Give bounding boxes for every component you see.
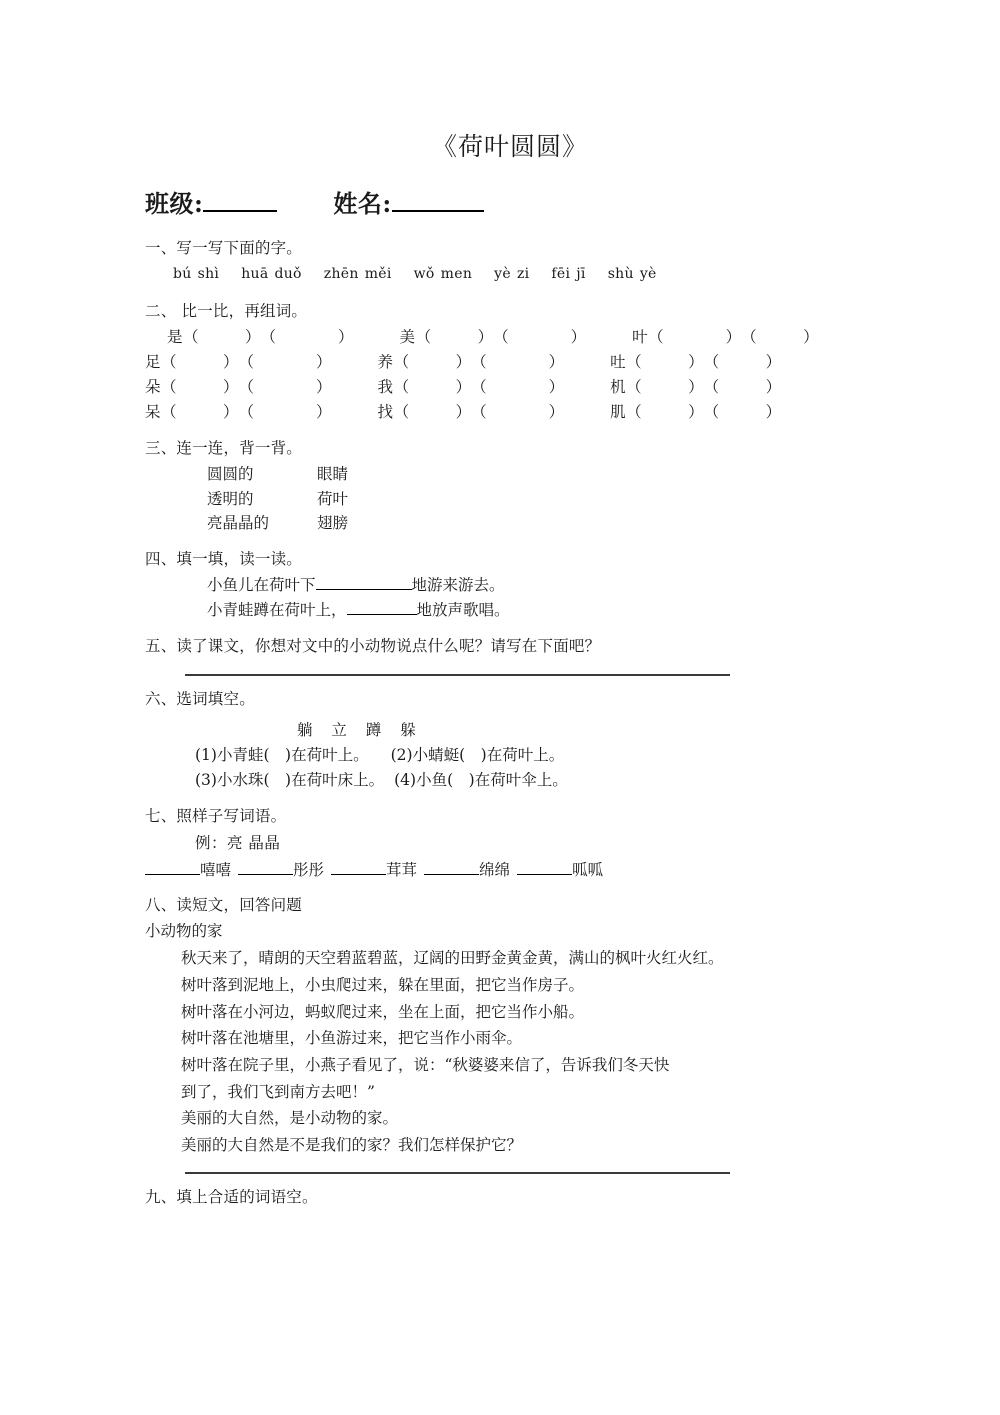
word-building-row: [145, 400, 875, 425]
class-field: [145, 184, 277, 219]
sentence-after: 地放声歌唱。: [416, 601, 510, 620]
word-bank: 躺 立 蹲 躲: [297, 721, 423, 740]
section-2-heading: 二、 比一比，再组词。: [145, 302, 308, 321]
choice-after: )在荷叶床上。: [285, 771, 385, 789]
answer-paren[interactable]: （ ）: [471, 353, 565, 372]
choice-before: 小青蛙(: [216, 746, 270, 765]
class-blank[interactable]: [203, 193, 277, 212]
sentence-blank[interactable]: [347, 600, 417, 615]
choice-before: 小水珠(: [216, 771, 270, 789]
choice-blank[interactable]: [270, 743, 286, 768]
choice-row: [195, 768, 875, 793]
base-character: 呆: [145, 403, 162, 422]
pattern-blank[interactable]: [145, 860, 200, 875]
student-info-row: [145, 184, 875, 219]
choice-row: [195, 743, 875, 768]
word-building-block: [145, 325, 875, 425]
page-content: [145, 0, 875, 1209]
passage-line: 美丽的大自然是不是我们的家？我们怎样保护它？: [181, 1135, 523, 1154]
pattern-answer-row: [145, 858, 875, 883]
choice-number: (2): [390, 746, 413, 765]
answer-paren[interactable]: （ ）: [161, 353, 239, 372]
pattern-example: 例：亮 晶晶: [195, 833, 281, 852]
pinyin-syllable: bú: [173, 266, 192, 283]
name-label: 姓名:: [333, 189, 392, 218]
pinyin-group: [494, 266, 529, 282]
matching-right-item[interactable]: 眼睛: [317, 465, 349, 484]
answer-paren[interactable]: （ ）: [238, 353, 332, 372]
answer-paren[interactable]: （ ）: [260, 328, 354, 347]
passage-line: 美丽的大自然，是小动物的家。: [181, 1109, 399, 1128]
word-building-row: [145, 350, 875, 375]
passage-line: 树叶落在小河边，蚂蚁爬过来，坐在上面，把它当作小船。: [181, 1002, 585, 1021]
base-character: 肌: [610, 403, 627, 422]
matching-row: [207, 487, 875, 511]
name-blank[interactable]: [392, 193, 484, 212]
passage-line: 树叶落在院子里，小燕子看见了，说：“秋婆婆来信了，告诉我们冬天快: [181, 1055, 670, 1074]
word-building-row: [145, 375, 875, 400]
pinyin-syllable: wǒ: [413, 266, 435, 283]
matching-right-item[interactable]: 翅膀: [317, 514, 349, 533]
pinyin-syllable: zhēn: [323, 266, 359, 283]
pinyin-syllable: zi: [516, 266, 530, 283]
passage-line: 树叶落在池塘里，小鱼游过来，把它当作小雨伞。: [181, 1029, 523, 1048]
answer-paren[interactable]: （ ）: [161, 378, 239, 397]
base-character: 美: [399, 328, 416, 347]
word-building-row: [145, 325, 875, 350]
answer-paren[interactable]: （ ）: [471, 403, 565, 422]
pinyin-group: [551, 266, 585, 282]
reading-passage: [145, 945, 875, 1158]
pattern-word: 茸茸: [386, 860, 418, 879]
answer-paren[interactable]: （ ）: [238, 403, 332, 422]
pattern-blank[interactable]: [424, 860, 479, 875]
pattern-blank[interactable]: [517, 860, 572, 875]
choice-blank[interactable]: [465, 743, 481, 768]
base-character: 足: [145, 353, 162, 372]
section-5-answer-line[interactable]: [185, 674, 730, 676]
answer-paren[interactable]: （ ）: [741, 328, 819, 347]
section-4-heading: 四、填一填，读一读。: [145, 549, 303, 568]
choice-before: 小蜻蜓(: [412, 746, 466, 765]
matching-left-item[interactable]: 透明的: [207, 489, 254, 508]
sentence-after: 地游来游去。: [411, 575, 505, 594]
pinyin-syllable: shù: [607, 266, 634, 283]
choice-before: 小鱼(: [416, 771, 454, 789]
section-1-heading: 一、写一写下面的字。: [145, 239, 303, 257]
pinyin-syllable: yè: [639, 266, 657, 283]
pinyin-syllable: yè: [494, 266, 511, 283]
answer-paren[interactable]: （ ）: [703, 378, 782, 397]
passage-line: 到了，我们飞到南方去吧！”: [181, 1082, 375, 1101]
pinyin-group: [608, 266, 657, 282]
section-3-heading: 三、连一连，背一背。: [145, 439, 303, 458]
answer-paren[interactable]: （ ）: [393, 378, 472, 397]
pinyin-group: [414, 266, 473, 282]
sentence-blank[interactable]: [316, 575, 412, 590]
choice-number: (3): [195, 771, 217, 789]
pattern-word: 彤彤: [293, 860, 325, 879]
section-8-answer-line[interactable]: [185, 1172, 730, 1174]
sentence-before: 小青蛙蹲在荷叶上，: [207, 601, 347, 620]
answer-paren[interactable]: （ ）: [626, 403, 704, 422]
passage-title: 小动物的家: [145, 922, 223, 941]
base-character: 我: [377, 378, 394, 397]
choice-after: )在荷叶上。: [285, 746, 369, 765]
pattern-word: 嘻嘻: [200, 860, 232, 879]
answer-paren[interactable]: （ ）: [393, 353, 472, 372]
answer-paren[interactable]: （ ）: [703, 353, 782, 372]
matching-right-item[interactable]: 荷叶: [317, 489, 349, 508]
fill-blank-row: [207, 598, 875, 623]
matching-block: [145, 462, 875, 535]
base-character: 叶: [632, 328, 649, 347]
pinyin-group: [173, 266, 219, 282]
passage-line: 树叶落到泥地上，小虫爬过来，躲在里面，把它当作房子。: [181, 975, 585, 994]
section-9-heading: 九、填上合适的词语空。: [145, 1188, 318, 1207]
choice-after: )在荷叶上。: [480, 746, 565, 765]
answer-paren[interactable]: （ ）: [415, 328, 494, 347]
matching-left-item[interactable]: 圆圆的: [207, 465, 254, 484]
choice-after: )在荷叶伞上。: [468, 771, 568, 789]
choice-number: (1): [195, 746, 217, 765]
pinyin-syllable: shì: [197, 266, 220, 283]
pattern-blank[interactable]: [331, 860, 386, 875]
answer-paren[interactable]: （ ）: [493, 328, 587, 347]
pinyin-syllable: fēi: [551, 266, 571, 283]
answer-paren[interactable]: （ ）: [626, 353, 704, 372]
answer-paren[interactable]: （ ）: [471, 378, 565, 397]
pinyin-syllable: men: [440, 266, 473, 283]
base-character: 养: [377, 353, 394, 372]
answer-paren[interactable]: （ ）: [648, 328, 742, 347]
pattern-blank[interactable]: [238, 860, 293, 875]
answer-paren[interactable]: （ ）: [238, 378, 332, 397]
section-8-heading: 八、读短文，回答问题: [145, 896, 303, 915]
fill-blank-row: [207, 573, 875, 598]
section-5-heading: 五、读了课文，你想对文中的小动物说点什么呢？请写在下面吧？: [145, 637, 601, 656]
choice-number: (4): [394, 771, 417, 789]
base-character: 是: [167, 328, 184, 347]
answer-paren[interactable]: （ ）: [626, 378, 704, 397]
base-character: 朵: [145, 378, 162, 397]
base-character: 找: [377, 403, 394, 422]
section-6-heading: 六、选词填空。: [145, 690, 255, 709]
matching-row: [207, 511, 875, 535]
answer-paren[interactable]: （ ）: [183, 328, 261, 347]
matching-left-item[interactable]: 亮晶晶的: [207, 514, 270, 533]
pattern-word: 呱呱: [572, 860, 604, 879]
pattern-word: 绵绵: [479, 860, 511, 879]
choice-blank[interactable]: [453, 768, 469, 793]
page-title: 《荷叶圆圆》: [431, 132, 588, 161]
section-7-heading: 七、照样子写词语。: [145, 806, 287, 825]
pinyin-row: [145, 266, 875, 282]
pinyin-syllable: duǒ: [274, 266, 302, 283]
choice-block: [145, 743, 875, 793]
name-field: [333, 184, 483, 219]
pinyin-group: [241, 266, 302, 282]
pinyin-syllable: jī: [576, 266, 586, 283]
answer-paren[interactable]: （ ）: [161, 403, 239, 422]
matching-row: [207, 462, 875, 486]
passage-line: 秋天来了，晴朗的天空碧蓝碧蓝，辽阔的田野金黄金黄，满山的枫叶火红火红。: [181, 949, 724, 968]
answer-paren[interactable]: （ ）: [703, 403, 782, 422]
pinyin-syllable: huā: [241, 266, 269, 283]
sentence-before: 小鱼儿在荷叶下: [207, 575, 316, 594]
answer-paren[interactable]: （ ）: [393, 403, 472, 422]
pinyin-group: [324, 266, 392, 282]
pinyin-syllable: měi: [364, 266, 392, 283]
base-character: 机: [610, 378, 627, 397]
class-label: 班级:: [145, 189, 204, 218]
fill-blank-block: [145, 573, 875, 623]
choice-blank[interactable]: [270, 768, 286, 793]
base-character: 吐: [610, 353, 627, 372]
